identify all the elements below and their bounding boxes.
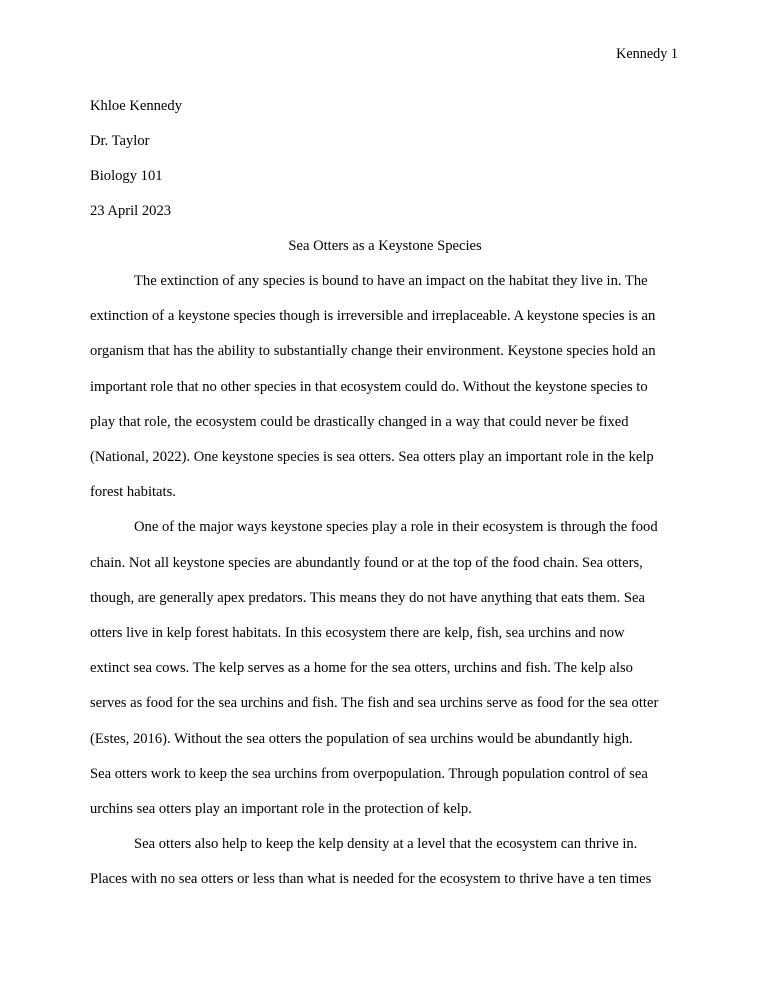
paragraph-line: forest habitats. [90,484,176,501]
paragraph-line: important role that no other species in that ecosystem could do. Without the keystone species to [90,378,648,395]
running-head: Kennedy 1 [616,46,678,62]
student-name: Khloe Kennedy [90,98,182,114]
paragraph-line: extinct sea cows. The kelp serves as a home for the sea otters, urchins and fish. The kelp also [90,660,633,677]
essay-date: 23 April 2023 [90,203,172,219]
paragraph-line: organism that has the ability to substantially change their environment. Keystone species hold an [90,343,656,360]
instructor-name: Dr. Taylor [90,133,150,149]
mla-heading [90,89,680,229]
paragraph-line: serves as food for the sea urchins and fish. The fish and sea urchins serve as food for the sea otter [90,695,659,712]
paragraph-line: extinction of a keystone species though is irreversible and irreplaceable. A keystone species is an [90,308,656,325]
paragraph-3 [90,827,680,897]
paragraph-line: play that role, the ecosystem could be drastically changed in a way that could never be fixed [90,413,629,430]
paragraph-line: Places with no sea otters or less than what is needed for the ecosystem to thrive have a ten times [90,871,652,888]
paragraph-line: urchins sea otters play an important role in the protection of kelp. [90,801,472,818]
paragraph-line: otters live in kelp forest habitats. In this ecosystem there are kelp, fish, sea urchins and now [90,625,625,642]
paragraph-line: chain. Not all keystone species are abundantly found or at the top of the food chain. Sea otters, [90,554,643,571]
paragraph-line: Sea otters work to keep the sea urchins from overpopulation. Through population control of sea [90,765,648,782]
paragraph-line: One of the major ways keystone species play a role in their ecosystem is through the food [134,519,658,536]
paragraph-line: Sea otters also help to keep the kelp density at a level that the ecosystem can thrive in. [134,836,638,853]
paragraph-line: though, are generally apex predators. This means they do not have anything that eats them. Sea [90,589,645,606]
paragraph-line: The extinction of any species is bound to have an impact on the habitat they live in. The [134,273,648,289]
paragraph-1 [90,264,680,510]
essay-title: Sea Otters as a Keystone Species [288,238,482,254]
essay-body [90,264,680,898]
paragraph-line: (National, 2022). One keystone species is sea otters. Sea otters play an important role in the kelp [90,449,654,466]
paragraph-2 [90,510,680,827]
paragraph-line: (Estes, 2016). Without the sea otters the population of sea urchins would be abundantly high. [90,730,633,747]
course-name: Biology 101 [90,168,163,184]
